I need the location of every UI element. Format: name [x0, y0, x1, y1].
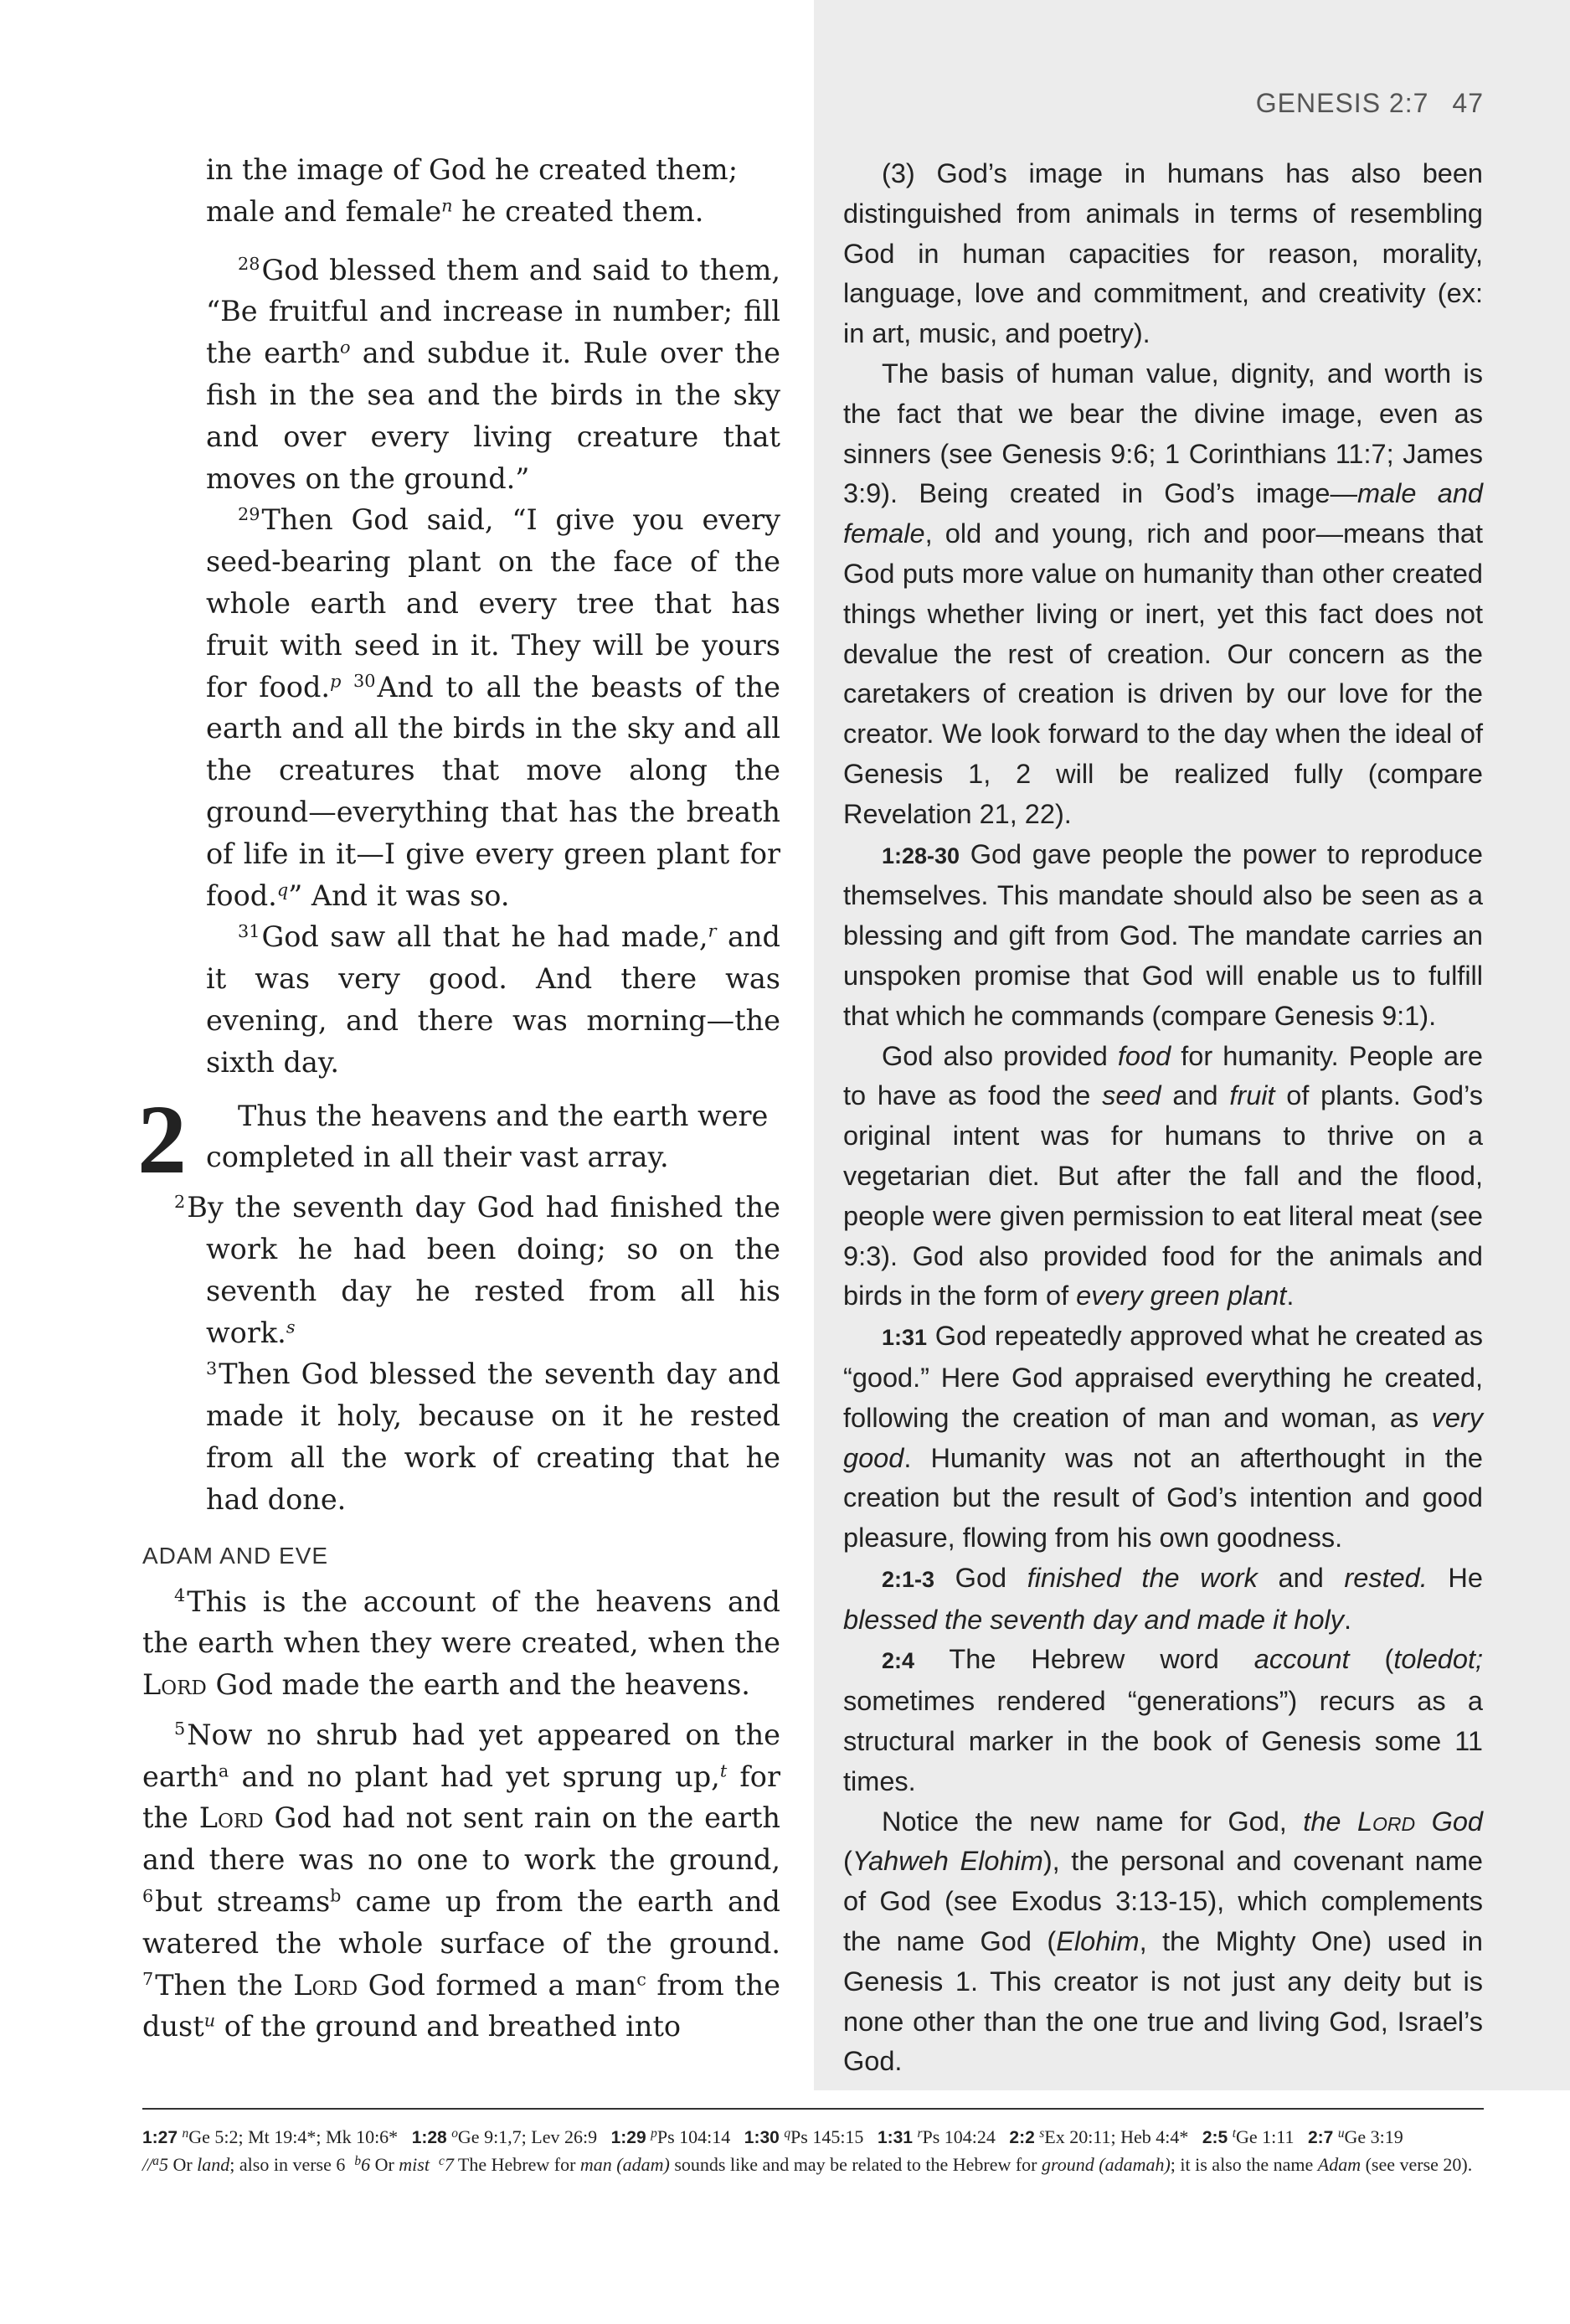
- cross-ref-marker[interactable]: n: [441, 195, 453, 216]
- note-paragraph: Notice the new name for God, the Lord God (Yahweh Elohim), the personal and covenant name of God (see Exodus 3:13-15), which complements the name God (Elohim, the Mighty One) used in Genesis 1. This creator is not just any deity but is none other than the one true and living God, Israel’s God.: [843, 1806, 1484, 2077]
- xref-verse: 2:2: [1009, 2127, 1035, 2147]
- translation-note-marker[interactable]: a: [218, 1760, 229, 1781]
- verse-number: 4: [174, 1585, 186, 1606]
- verse-1: Thus the heavens and the earth were completed in all their vast array.: [206, 1099, 769, 1174]
- verse-3: $^3$Then God blessed the seventh day and made it holy, because on it he rested from all the work of creating that he had done.: [206, 1358, 780, 1516]
- verse-4: $^4$This is the account of the heavens and the earth when they were created, when the Lord God made the earth and the heavens.: [142, 1585, 780, 1702]
- scripture-column: [137, 149, 780, 2048]
- verse-number: 29: [238, 503, 260, 524]
- xref-verse: 1:27: [142, 2127, 178, 2147]
- verse-number: 5: [174, 1719, 186, 1739]
- note-2-4: 2:4 The Hebrew word account (toledot; sometimes rendered “generations”) recurs as a structural marker in the book of Genesis some 11 times.: [843, 1644, 1483, 1796]
- translation-note-marker[interactable]: c: [636, 1969, 646, 1990]
- verse-28: $^{28}$God blessed them and said to them, “Be fruitful and increase in number; fill the earth$^o$ and subdue it. Rule over the fish in the sea and the birds in the sky and over every living creature that moves on the ground.”: [206, 253, 780, 495]
- divine-name: Lord: [142, 1668, 207, 1702]
- note-reference[interactable]: 2:4: [882, 1648, 915, 1674]
- verse-number: 28: [238, 254, 260, 275]
- xref-verse: 1:31: [877, 2127, 913, 2147]
- verse-31: $^{31}$God saw all that he had made,$^r$ and it was very good. And there was evening, and there was morning—the sixth day.: [206, 920, 780, 1079]
- verse-number: 2: [174, 1191, 186, 1212]
- note-reference[interactable]: 1:28-30: [882, 843, 960, 868]
- xref-verse: 1:29: [610, 2127, 646, 2147]
- footnote-divider: [142, 2108, 1484, 2110]
- verse-number: 30: [353, 671, 376, 692]
- cross-references: 1:27 $^n$Ge 5:2; Mt 19:4*; Mk 10:6* 1:28 $^o$Ge 9:1,7; Lev 26:9 1:29 $^p$Ps 104:14 1:30 $^q$Ps 145:15 1:31 $^r$Ps 104:24 2:2 $^s$Ex 20:11; Heb 4:4* 2:5 $^t$Ge 1:11 2:7 $^u$Ge 3:19: [142, 2126, 1403, 2147]
- footnotes: [142, 2122, 1484, 2177]
- verse-number: 6: [142, 1885, 154, 1906]
- study-notes-column: [843, 154, 1483, 2082]
- poem-line: in the image of God he created them;: [206, 153, 738, 186]
- poem-line: male and female$^n$ he created them.: [206, 194, 704, 228]
- chapter-2-opening: [137, 1084, 780, 1194]
- xref-verse: 2:7: [1307, 2127, 1334, 2147]
- chapter-number: 2: [137, 1084, 187, 1194]
- xref-target[interactable]: Ge 5:2; Mt 19:4*; Mk 10:6*: [188, 2126, 399, 2147]
- section-heading: ADAM AND EVE: [142, 1542, 329, 1569]
- verses-2-3: [142, 1187, 780, 1520]
- note-1-31: 1:31 God repeatedly approved what he created as “good.” Here God appraised everything he created, following the creation of man and woman, as very good. Humanity was not an afterthought in the creation but the result of God’s intention and good pleasure, flowing from his own goodness.: [843, 1321, 1483, 1554]
- translation-notes: //$^a$5 Or land; also in verse 6 $^b$6 Or mist $^c$7 The Hebrew for man (adam) sounds like and may be related to the Hebrew for ground (adamah); it is also the name Adam (see verse 20).: [142, 2153, 1473, 2175]
- running-head: [1256, 88, 1484, 119]
- divine-name: Lord: [293, 1968, 358, 2002]
- verse-2: $^2$By the seventh day God had finished the work he had been doing; so on the seventh day he rested from all his work.$^s$: [174, 1191, 780, 1349]
- verse-5-7: $^5$Now no shrub had yet appeared on the earth$^a$ and no plant had yet sprung up,$^t$ for the Lord God had not sent rain on the earth and there was no one to work the ground, $^6$but streams$^b$ came up from the earth and watered the whole surface of the ground. $^7$Then the Lord God formed a man$^c$ from the dust$^u$ of the ground and breathed into: [142, 1718, 780, 2043]
- note-1-28-30: 1:28-30 God gave people the power to reproduce themselves. This mandate should also be seen as a blessing and gift from God. The mandate carries an unspoken promise that God will enable us to fulfill that which he commands (compare Genesis 9:1).: [843, 838, 1483, 1031]
- running-head-title: GENESIS 2:7: [1255, 88, 1429, 118]
- cross-ref-marker[interactable]: t: [719, 1760, 728, 1781]
- cross-ref-marker[interactable]: o: [339, 337, 351, 358]
- note-paragraph: The basis of human value, dignity, and worth is the fact that we bear the divine image, even as sinners (see Genesis 9:6; 1 Corinthians 11:7; James 3:9). Being created in God’s image—male and female, old and young, rich and poor—means that God puts more value on humanity than other created things whether living or inert, yet this fact does not devalue the rest of creation. Our concern as the caretakers of creation is driven by our love for the creator. We look forward to the day when the ideal of Genesis 1, 2 will be realized fully (compare Revelation 21, 22).: [843, 358, 1483, 829]
- xref-verse: 1:30: [744, 2127, 780, 2147]
- verse-number: 3: [206, 1358, 218, 1378]
- verse-number: 7: [142, 1969, 154, 1990]
- note-paragraph: (3) God’s image in humans has also been distinguished from animals in terms of resembling God in human capacities for reason, morality, language, love and commitment, and creativity (ex: in art, music, and poetry).: [843, 158, 1483, 349]
- xref-verse: 1:28: [411, 2127, 447, 2147]
- divine-name: Lord: [198, 1801, 264, 1835]
- verses-28-31: [142, 250, 780, 1084]
- xref-target[interactable]: Ge 9:1,7; Lev 26:9: [457, 2126, 598, 2147]
- xref-target[interactable]: Ge 1:11: [1236, 2126, 1295, 2147]
- xref-verse: 2:5: [1202, 2127, 1228, 2147]
- xref-target[interactable]: Ps 104:24: [922, 2126, 996, 2147]
- verses-4-7: [142, 1581, 780, 2048]
- cross-ref-marker[interactable]: q: [276, 879, 289, 900]
- xref-target[interactable]: Ps 145:15: [790, 2126, 864, 2147]
- note-reference[interactable]: 1:31: [882, 1325, 928, 1351]
- cross-ref-marker[interactable]: p: [330, 671, 342, 692]
- cross-ref-marker[interactable]: u: [203, 2011, 216, 2032]
- xref-target[interactable]: Ex 20:11; Heb 4:4*: [1044, 2126, 1189, 2147]
- divine-name: Lord: [1356, 1806, 1416, 1837]
- cross-ref-marker[interactable]: r: [708, 920, 717, 941]
- verse-number: 31: [238, 920, 260, 941]
- xref-target[interactable]: Ge 3:19: [1344, 2126, 1403, 2147]
- xref-target[interactable]: Ps 104:14: [656, 2126, 731, 2147]
- cross-ref-marker[interactable]: s: [286, 1317, 296, 1337]
- page-number: 47: [1452, 88, 1484, 118]
- translation-note-marker[interactable]: b: [330, 1885, 342, 1906]
- note-2-1-3: 2:1-3 God finished the work and rested. He blessed the seventh day and made it holy.: [843, 1562, 1483, 1635]
- note-reference[interactable]: 2:1-3: [882, 1566, 935, 1592]
- verse-29-30: $^{29}$Then God said, “I give you every seed-bearing plant on the face of the whole earth and every tree that has fruit with seed in it. They will be yours for food.$^p$ $^{30}$And to all the beasts of the earth and all the birds in the sky and all the creatures that move along the ground—everything that has the breath of life in it—I give every green plant for food.$^q$” And it was so.: [206, 503, 780, 912]
- note-paragraph: God also provided food for humanity. People are to have as food the seed and fruit of plants. God’s original intent was for humans to thrive on a vegetarian diet. But after the fall and the flood, people were given permission to eat literal meat (see 9:3). God also provided food for the animals and birds in the form of every green plant.: [843, 1040, 1483, 1311]
- poem-block: [142, 149, 780, 233]
